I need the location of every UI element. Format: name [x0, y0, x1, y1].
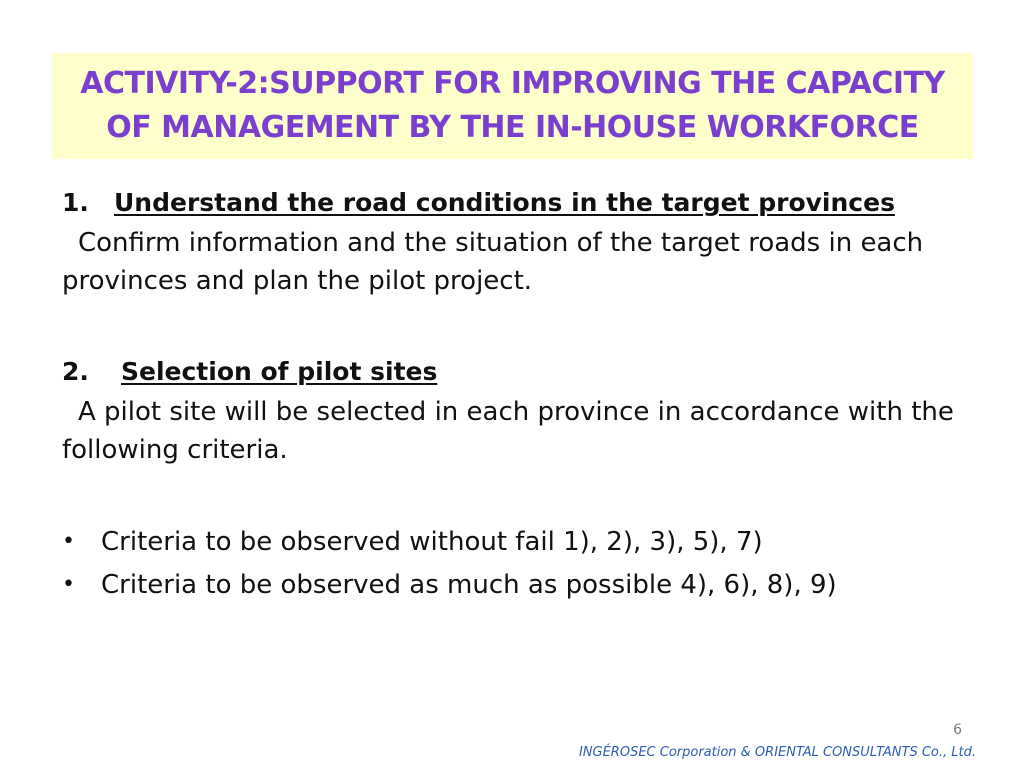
bullet-icon: • — [62, 572, 75, 597]
section-1 — [62, 186, 982, 300]
bullet-icon: • — [62, 529, 75, 554]
section-2-heading — [62, 355, 982, 389]
section-1-body: Confirm information and the situation of the target roads in each provinces and plan the pilot project. — [62, 228, 924, 296]
list-item — [62, 524, 982, 560]
section-1-heading — [62, 186, 982, 220]
title-line-1: ACTIVITY-2:SUPPORT FOR IMPROVING THE CAPACITY — [80, 66, 945, 101]
list-item — [62, 567, 982, 603]
footer-credit: INGÉROSEC Corporation & ORIENTAL CONSULTANTS Co., Ltd. — [578, 745, 976, 760]
criteria-list — [62, 524, 982, 610]
title-line-2: OF MANAGEMENT BY THE IN-HOUSE WORKFORCE — [106, 110, 919, 145]
criteria-text-1: Criteria to be observed without fail 1), 2), 3), 5), 7) — [101, 527, 763, 557]
section-1-number: 1. — [62, 188, 89, 217]
section-2 — [62, 355, 982, 469]
section-2-heading-text: Selection of pilot sites — [121, 357, 438, 386]
criteria-text-2: Criteria to be observed as much as possible 4), 6), 8), 9) — [101, 570, 837, 600]
section-2-number: 2. — [62, 357, 89, 386]
section-2-body: A pilot site will be selected in each province in accordance with the following criteria. — [62, 397, 954, 465]
section-1-heading-text: Understand the road conditions in the target provinces — [114, 188, 895, 217]
page-number: 6 — [953, 722, 962, 738]
title-box — [52, 53, 973, 159]
